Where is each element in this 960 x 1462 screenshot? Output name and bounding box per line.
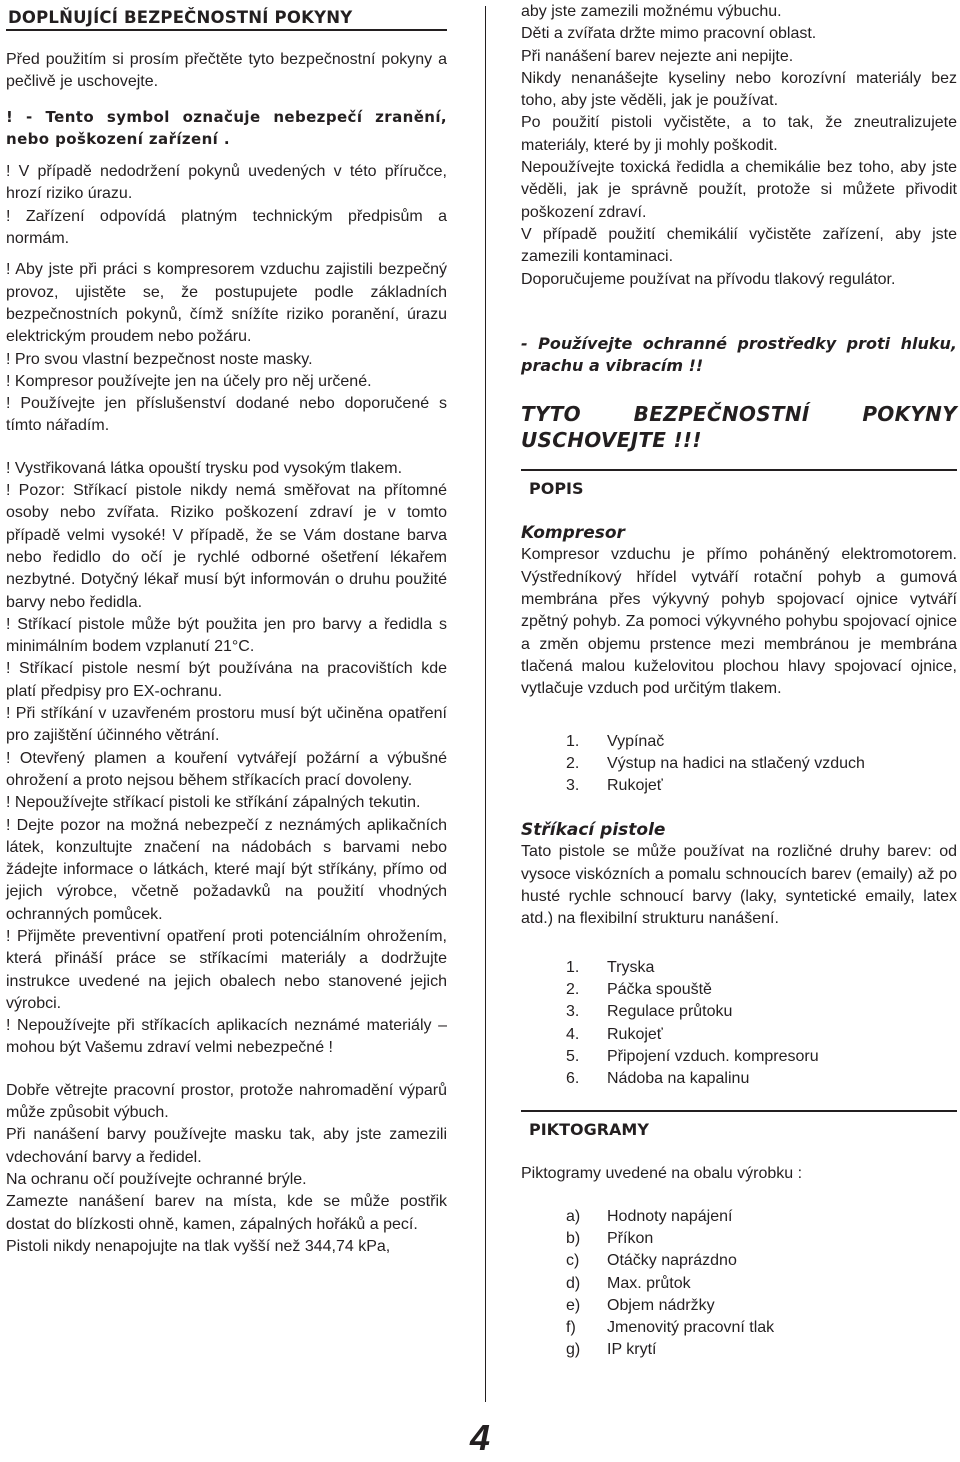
paragraph-group-c bbox=[6, 458, 447, 1060]
paragraph: ! Stříkací pistole může být použita jen pro barvy a ředidla s minimálním bodem vzplanutí 21°C. bbox=[6, 615, 447, 656]
paragraph: Dobře větrejte pracovní prostor, protože nahromadění výparů může způsobit výbuch. bbox=[6, 1081, 447, 1122]
list-item: e) Objem nádržky bbox=[566, 1296, 715, 1314]
paragraph: Při nanášení barev nejezte ani nepijte. bbox=[521, 47, 794, 65]
compressor-title: Kompresor bbox=[521, 523, 625, 544]
paragraph: ! Nepoužívejte stříkací pistoli ke stříkání zápalných tekutin. bbox=[6, 794, 421, 812]
paragraph: ! Zařízení odpovídá platným technickým předpisům a normám. bbox=[6, 207, 447, 248]
list-item: 4. Rukojeť bbox=[566, 1025, 663, 1043]
list-item: b) Příkon bbox=[566, 1229, 654, 1247]
paragraph: ! V případě nedodržení pokynů uvedených v této příručce, hrozí riziko úrazu. bbox=[6, 163, 447, 203]
spray-gun-title: Stříkací pistole bbox=[521, 820, 666, 841]
paragraph: V případě použití chemikálií vyčistěte zařízení, aby jste zamezili kontaminaci. bbox=[521, 225, 957, 266]
list-item: 3. Rukojeť bbox=[566, 777, 663, 795]
pictograms-intro: Piktogramy uvedené na obalu výrobku : bbox=[521, 1165, 803, 1183]
list-item: 6. Nádoba na kapalinu bbox=[566, 1070, 750, 1088]
paragraph: ! Dejte pozor na možná nebezpečí z neznámých aplikačních látek, konzultujte značení na nádobách s barvami nebo žádejte informace o látkách, které mají být stříkány, přímo od jejich výrobce, včetně požadavků na použití vhodných ochranných pomůcek. bbox=[6, 816, 447, 923]
paragraph: Pistoli nikdy nenapojujte na tlak vyšší než 344,74 kPa, bbox=[6, 1237, 391, 1255]
paragraph: ! Nepoužívejte při stříkacích aplikacích neznámé materiály – mohou být Vašemu zdraví velmi nebezpečné ! bbox=[6, 1017, 447, 1057]
compressor-parts-list bbox=[521, 731, 957, 798]
safety-header: DOPLŇUJÍCÍ BEZPEČNOSTNÍ POKYNY bbox=[6, 8, 447, 31]
paragraph: aby jste zamezili možnému výbuchu. bbox=[521, 3, 782, 20]
list-item: 2. Páčka spouště bbox=[566, 980, 712, 998]
paragraph: Při nanášení barvy používejte masku tak, aby jste zamezili vdechování barvy a ředidel. bbox=[6, 1126, 447, 1166]
paragraph: ! Používejte jen příslušenství dodané nebo doporučené s tímto nářadím. bbox=[6, 395, 447, 435]
list-item: g) IP krytí bbox=[566, 1341, 657, 1359]
spray-gun-description: Tato pistole se může používat na rozličné druhy barev: od vysoce viskózních a pomalu schnoucích barev (emaily) až po husté rychle schnoucí barvy (laky, syntetické emaily, latex atd.) na flexibilní strukturu nanášení. bbox=[521, 843, 957, 928]
popis-header: POPIS bbox=[521, 469, 957, 500]
paragraph: Po použití pistoli vyčistěte, a to tak, že zneutralizujete materiály, které by ji mohly poškodit. bbox=[521, 114, 957, 154]
ppe-warning: - Používejte ochranné prostředky proti hluku, prachu a vibracím !! bbox=[521, 333, 957, 376]
page-number: 4 bbox=[470, 1417, 491, 1458]
paragraph: ! Přijměte preventivní opatření proti potenciálním ohrožením, která přináší práce se stříkacími materiály a dodržujte instrukce uvedené na jejich obalech nebo stanovené jejich výrobci. bbox=[6, 927, 447, 1012]
paragraph-group-b bbox=[6, 259, 447, 437]
pictograms-list bbox=[521, 1206, 957, 1362]
paragraph: Nepoužívejte toxická ředidla a chemikálie bez toho, aby jste věděli, jak je správně použít, protože si můžete přivodit poškození zdraví. bbox=[521, 159, 957, 221]
paragraph: ! Kompresor používejte jen na účely pro něj určené. bbox=[6, 372, 372, 390]
list-item: 1. Tryska bbox=[566, 958, 655, 976]
paragraph: Na ochranu očí používejte ochranné brýle. bbox=[6, 1170, 307, 1188]
paragraph: ! Pozor: Stříkací pistole nikdy nemá směřovat na přítomné osoby nebo zvířata. Riziko poškození zdraví je v tomto případě velmi vysoké! V případě, že se Vám dostane barva nebo ředidlo do očí je rychlé odborné ošetření lékařem nezbytné. Dotyčný lékař musí být informován o druhu použité barvy nebo ředidla. bbox=[6, 482, 447, 611]
compressor-description: Kompresor vzduchu je přímo poháněný elektromotorem. Výstředníkový hřídel vytváří rotační pohyb a gumová membrána přes výkyvný pohyb spojovací ojnice vytváří zpětný pohyb. Za pomoci výkyvného pohybu spojovací ojnice a změn objemu prstence mezi membránou je membrána tlačená malou kuželovitou plochou hlavy spojovací ojnice, vytlačuje vzduch pod určitým tlakem. bbox=[521, 546, 957, 698]
paragraph: ! Při stříkání v uzavřeném prostoru musí být učiněna opatření pro zajištění účinného větrání. bbox=[6, 705, 447, 745]
list-item: c) Otáčky naprázdno bbox=[566, 1252, 737, 1270]
paragraph: Doporučujeme používat na přívodu tlakový regulátor. bbox=[521, 270, 896, 288]
paragraph: Zamezte nanášení barev na místa, kde se může postřik dostat do blízkosti ohně, kamen, zápalných hořáků a pecí. bbox=[6, 1193, 447, 1233]
spray-gun-parts-list bbox=[521, 957, 957, 1091]
list-item: 1. Vypínač bbox=[566, 732, 665, 750]
list-item: 3. Regulace průtoku bbox=[566, 1003, 733, 1021]
list-item: d) Max. průtok bbox=[566, 1274, 691, 1292]
list-item: a) Hodnoty napájení bbox=[566, 1207, 733, 1225]
column-divider bbox=[485, 6, 486, 1402]
paragraph: ! Aby jste při práci s kompresorem vzduchu zajistili bezpečný provoz, ujistěte se, že postupujete podle základních bezpečnostních pokynů, čímž snížíte riziko poranění, úrazu elektrickým proudem nebo požáru. bbox=[6, 261, 447, 346]
paragraph-group-top bbox=[521, 1, 957, 291]
paragraph: ! Stříkací pistole nesmí být používána na pracovištích kde platí předpisy pro EX-ochranu. bbox=[6, 660, 447, 700]
paragraph-group-d bbox=[6, 1080, 447, 1258]
symbol-note: ! - Tento symbol označuje nebezpečí zranění, nebo poškození zařízení . bbox=[6, 107, 447, 148]
paragraph: ! Pro svou vlastní bezpečnost noste masky. bbox=[6, 350, 313, 368]
paragraph: ! Otevřený plamen a kouření vytvářejí požární a výbušné ohrožení a proto nejsou během stříkacích prací dovoleny. bbox=[6, 749, 447, 789]
left-column bbox=[6, 0, 447, 1258]
list-item: f) Jmenovitý pracovní tlak bbox=[566, 1319, 775, 1337]
list-item: 2. Výstup na hadici na stlačený vzduch bbox=[566, 754, 865, 772]
list-item: 5. Připojení vzduch. kompresoru bbox=[566, 1047, 819, 1065]
paragraph-group-a bbox=[6, 161, 447, 250]
intro-text: Před použitím si prosím přečtěte tyto bezpečnostní pokyny a pečlivě je uschovejte. bbox=[6, 51, 447, 91]
paragraph: Děti a zvířata držte mimo pracovní oblast. bbox=[521, 25, 817, 43]
paragraph: Nikdy nenanášejte kyseliny nebo korozívní materiály bez toho, aby jste věděli, jak je používat. bbox=[521, 69, 957, 110]
right-column bbox=[521, 0, 957, 1362]
paragraph: ! Vystřikovaná látka opouští trysku pod vysokým tlakem. bbox=[6, 459, 403, 477]
keep-instructions-warning: TYTO BEZPEČNOSTNÍ POKYNY USCHOVEJTE !!! bbox=[521, 402, 957, 453]
pictograms-header: PIKTOGRAMY bbox=[521, 1110, 957, 1141]
